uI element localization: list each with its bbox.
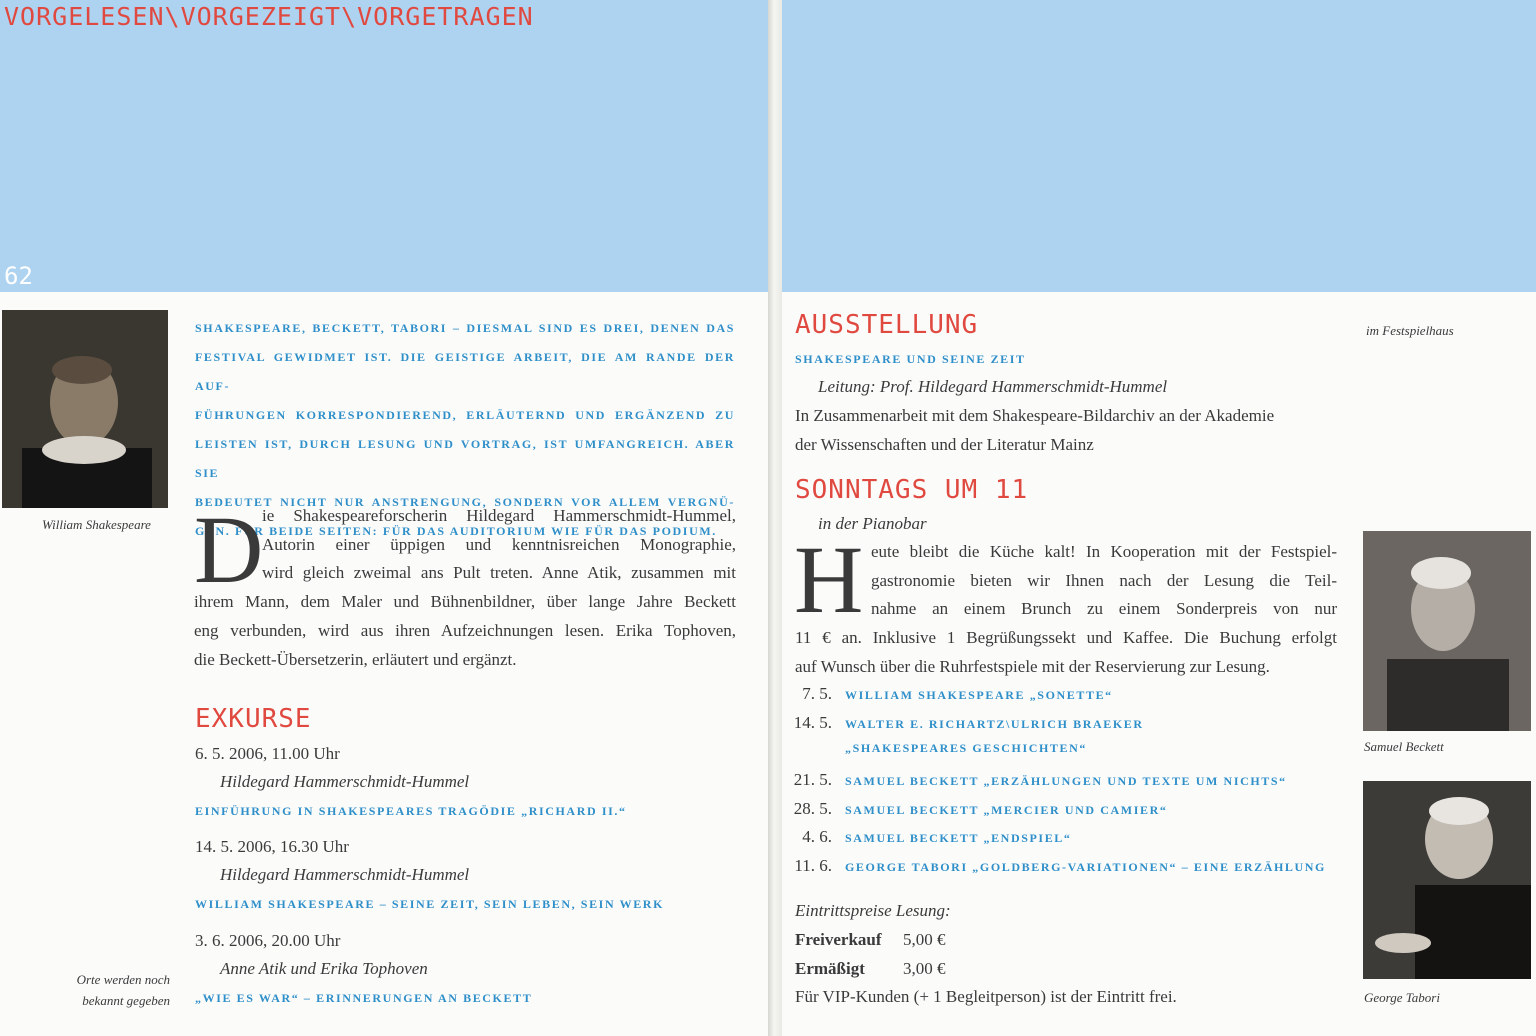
- body-line: die Beckett-Übersetzerin, erläutert und ergänzt.: [194, 649, 517, 669]
- orte-note: [40, 969, 170, 1011]
- exkurs-speaker: Anne Atik und Erika Tophoven: [220, 959, 428, 978]
- schedule-title: SAMUEL BECKETT „ERZÄHLUNGEN UND TEXTE UM NICHTS“: [845, 774, 1287, 789]
- beckett-photo: [1363, 531, 1531, 731]
- sonntags-text: [794, 526, 1337, 682]
- body-line: eng verbunden, wird aus ihren Aufzeichnungen lesen. Erika Tophoven,: [194, 620, 736, 640]
- sonntags-line: auf Wunsch über die Ruhrfestspiele mit der Reservierung zur Lesung.: [795, 656, 1270, 676]
- portrait-image: [2, 310, 168, 508]
- schedule-row: [786, 799, 1346, 828]
- schedule-row: [786, 770, 1346, 799]
- intro-line: LEISTEN IST, DURCH LESUNG UND VORTRAG, IST UMFANGREICH. ABER SIE: [195, 437, 735, 480]
- schedule-title: WALTER E. RICHARTZ\ULRICH BRAEKER: [845, 716, 1144, 731]
- body-line: ie Shakespeareforscherin Hildegard Hammerschmidt-Hummel,: [262, 506, 736, 525]
- dropcap-d: D: [194, 496, 264, 603]
- price-row: [795, 955, 946, 984]
- section-title: VORGELESEN\VORGEZEIGT\VORGETRAGEN: [4, 2, 534, 31]
- intro-line: FESTIVAL GEWIDMET IST. DIE GEISTIGE ARBEIT, DIE AM RANDE DER AUF-: [195, 350, 735, 393]
- vip-note: Für VIP-Kunden (+ 1 Begleitperson) ist der Eintritt frei.: [795, 987, 1177, 1006]
- schedule-row: [786, 856, 1346, 885]
- exkurs-date: 6. 5. 2006, 11.00 Uhr: [195, 744, 340, 763]
- body-line: ihrem Mann, dem Maler und Bühnenbildner, über lange Jahre Beckett: [194, 592, 736, 612]
- ausstellung-location: im Festspielhaus: [1366, 323, 1454, 338]
- schedule-list: [786, 684, 1346, 885]
- exkurs-date: 14. 5. 2006, 16.30 Uhr: [195, 837, 349, 856]
- schedule-row: [786, 741, 1346, 770]
- schedule-date: 28. 5.: [793, 798, 832, 818]
- ausstellung-line: In Zusammenarbeit mit dem Shakespeare-Bildarchiv an der Akademie: [795, 406, 1275, 425]
- beckett-image: [1363, 531, 1531, 731]
- intro-line: BEDEUTET NICHT NUR ANSTRENGUNG, SONDERN VOR ALLEM VERGNÜ-: [195, 495, 735, 509]
- prices-heading: Eintrittspreise Lesung:: [795, 901, 951, 920]
- schedule-row: [786, 684, 1346, 713]
- shakespeare-caption: William Shakespeare: [42, 517, 151, 532]
- schedule-date: 11. 6.: [794, 856, 832, 876]
- schedule-date: 21. 5.: [793, 770, 832, 790]
- schedule-date: 14. 5.: [793, 712, 832, 732]
- ausstellung-lead: Leitung: Prof. Hildegard Hammerschmidt-Hummel: [818, 377, 1168, 396]
- ausstellung-heading: AUSSTELLUNG: [795, 310, 979, 340]
- left-sky-band: [0, 0, 772, 292]
- tabori-photo: [1363, 781, 1531, 979]
- tabori-image: [1363, 781, 1531, 979]
- shakespeare-portrait: [2, 310, 168, 508]
- intro-line: SHAKESPEARE, BECKETT, TABORI – DIESMAL SIND ES DREI, DENEN DAS: [195, 321, 735, 335]
- ausstellung-subtitle: SHAKESPEARE UND SEINE ZEIT: [795, 352, 1026, 366]
- sonntags-line: nahme an einem Brunch zu einem Sonderpreis von nur: [871, 599, 1337, 619]
- orte-note-line: Orte werden noch: [76, 972, 170, 987]
- exkurs-date: 3. 6. 2006, 20.00 Uhr: [195, 931, 341, 950]
- body-text: [194, 496, 736, 674]
- schedule-title: SAMUEL BECKETT „MERCIER UND CAMIER“: [845, 802, 1168, 817]
- body-line: wird gleich zweimal ans Pult treten. Anne Atik, zusammen mit: [262, 563, 736, 583]
- schedule-title: WILLIAM SHAKESPEARE „SONETTE“: [845, 688, 1113, 702]
- price-row: [795, 926, 946, 955]
- exkurs-title: „WIE ES WAR“ – ERINNERUNGEN AN BECKETT: [195, 991, 533, 1005]
- page-number: 62: [4, 262, 33, 290]
- sonntags-line: 11 € an. Inklusive 1 Begrüßungssekt und Kaffee. Die Buchung erfolgt: [795, 628, 1337, 648]
- exkurs-speaker: Hildegard Hammerschmidt-Hummel: [220, 772, 470, 791]
- exkurs-speaker: Hildegard Hammerschmidt-Hummel: [220, 865, 470, 884]
- exkurs-title: EINFÜHRUNG IN SHAKESPEARES TRAGÖDIE „RICHARD II.“: [195, 804, 627, 818]
- schedule-row: [786, 827, 1346, 856]
- sonntags-heading: SONNTAGS UM 11: [795, 475, 1029, 505]
- schedule-date: 4. 6.: [802, 827, 832, 847]
- beckett-caption: Samuel Beckett: [1364, 739, 1444, 754]
- body-line: Autorin einer üppigen und kenntnisreichen Monographie,: [262, 534, 736, 554]
- orte-note-line: bekannt gegeben: [82, 993, 170, 1008]
- ausstellung-line: der Wissenschaften und der Literatur Mainz: [795, 435, 1094, 454]
- schedule-title: GEORGE TABORI „GOLDBERG-VARIATIONEN“ – EINE ERZÄHLUNG: [845, 860, 1326, 875]
- exkurs-title: WILLIAM SHAKESPEARE – SEINE ZEIT, SEIN LEBEN, SEIN WERK: [195, 897, 664, 911]
- spine: [768, 0, 782, 1036]
- price-value: 3,00 €: [903, 959, 946, 978]
- price-label: Freiverkauf: [795, 930, 882, 949]
- exkurse-heading: EXKURSE: [195, 704, 312, 734]
- intro-line: FÜHRUNGEN KORRESPONDIEREND, ERLÄUTERND UND ERGÄNZEND ZU: [195, 408, 735, 422]
- price-value: 5,00 €: [903, 930, 946, 949]
- sonntags-line: eute bleibt die Küche kalt! In Kooperation mit der Festspiel-: [871, 542, 1337, 561]
- sonntags-location: in der Pianobar: [818, 514, 927, 533]
- right-sky-band: [778, 0, 1536, 292]
- sonntags-line: gastronomie bieten wir Ihnen nach der Lesung die Teil-: [871, 570, 1337, 590]
- tabori-caption: George Tabori: [1364, 990, 1440, 1005]
- schedule-title: „SHAKESPEARES GESCHICHTEN“: [845, 741, 1087, 756]
- schedule-row: [786, 713, 1346, 742]
- schedule-title: SAMUEL BECKETT „ENDSPIEL“: [845, 831, 1072, 846]
- intro-line: GEN. FÜR BEIDE SEITEN: FÜR DAS AUDITORIUM WIE FÜR DAS PODIUM.: [195, 524, 717, 538]
- schedule-date: 7. 5.: [802, 684, 832, 703]
- price-label: Ermäßigt: [795, 959, 865, 978]
- dropcap-h: H: [794, 526, 864, 633]
